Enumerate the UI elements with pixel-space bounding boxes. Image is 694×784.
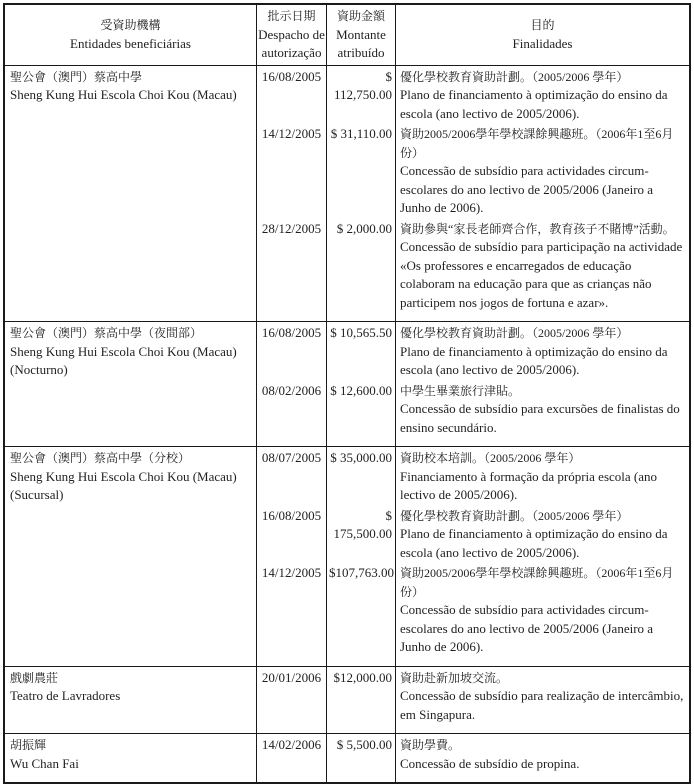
beneficiary-name-zh: 戲劇農莊: [10, 670, 59, 685]
purpose-pt: Plano de financiamento à optimização do ensino da escola (ano lectivo de 2005/2006).: [400, 87, 668, 121]
beneficiary-name-pt: Sheng Kung Hui Escola Choi Kou (Macau): [10, 343, 237, 359]
purpose-zh: 資助2005/2006學年學校課餘興趣班。（2006年1至6月份）: [400, 127, 674, 160]
purpose-zh: 資助校本培訓。（2005/2006 學年）: [400, 451, 581, 465]
purpose-pt: Concessão de subsídio de propina.: [400, 755, 580, 771]
authorization-date: 08/02/2006: [256, 380, 326, 447]
beneficiary-name-pt: Wu Chan Fai: [10, 755, 79, 771]
authorization-date: 16/08/2005: [256, 505, 326, 563]
beneficiary-name-zh: 聖公會（澳門）蔡高中學（夜間部）: [10, 326, 203, 340]
amount: $ 2,000.00: [326, 218, 395, 322]
beneficiary-cell: [5, 447, 256, 666]
header-purpose: [395, 5, 689, 65]
purpose-pt: Concessão de subsídio para actividades circum-escolares do ano lectivo de 2005/2006 (Janeiro a Junho de 2006).: [400, 602, 654, 654]
purpose-cell: [395, 734, 689, 782]
amount: $ 35,000.00: [326, 447, 395, 505]
purpose-zh: 資助赴新加坡交流。: [400, 670, 509, 685]
header-amount-pt-line2: atribuído: [337, 45, 385, 60]
header-date-zh: 批示日期: [267, 9, 316, 23]
header-amount: [326, 5, 395, 65]
purpose-pt: Concessão de subsídio para actividades circum-escolares do ano lectivo de 2005/2006 (Janeiro a Junho de 2006).: [400, 163, 654, 215]
authorization-date: 20/01/2006: [256, 667, 326, 734]
authorization-date: 08/07/2005: [256, 447, 326, 505]
authorization-date: 28/12/2005: [256, 218, 326, 322]
beneficiary-cell: [5, 322, 256, 446]
table-header-row: [5, 5, 689, 65]
purpose-cell: [395, 380, 689, 447]
purpose-zh: 資助參與“家長老師齊合作，教育孩子不賭博”活動。: [400, 221, 675, 236]
header-beneficiary: [5, 5, 256, 65]
header-purpose-pt: Finalidades: [512, 35, 573, 51]
table-row: [5, 321, 689, 446]
beneficiary-cell: [5, 734, 256, 782]
beneficiary-name-note: (Nocturno): [10, 362, 68, 377]
amount: $ 112,750.00: [326, 66, 395, 124]
beneficiary-name-zh: 聖公會（澳門）蔡高中學（分校）: [10, 451, 191, 465]
subsidies-table: [3, 3, 691, 784]
purpose-cell: [395, 447, 689, 505]
header-beneficiary-zh: 受資助機構: [100, 18, 161, 33]
purpose-pt: Concessão de subsídio para excursões de finalistas do ensino secundário.: [400, 401, 680, 435]
purpose-pt: Concessão de subsídio para realização de intercâmbio, em Singapura.: [400, 688, 684, 722]
beneficiary-cell: [5, 667, 256, 734]
amount: $ 5,500.00: [326, 734, 395, 782]
purpose-cell: [395, 562, 689, 666]
header-date: [256, 5, 326, 65]
beneficiary-name-pt: Teatro de Lavradores: [10, 688, 121, 703]
authorization-date: 14/12/2005: [256, 562, 326, 666]
amount: $ 175,500.00: [326, 505, 395, 563]
header-purpose-zh: 目的: [530, 18, 555, 33]
table-row: [5, 733, 689, 782]
purpose-pt: Financiamento à formação da própria escola (ano lectivo de 2005/2006).: [400, 468, 657, 502]
beneficiary-name-zh: 聖公會（澳門）蔡高中學: [10, 69, 143, 84]
purpose-cell: [395, 123, 689, 218]
amount: $107,763.00: [326, 562, 395, 666]
purpose-zh: 優化學校教育資助計劃。（2005/2006 學年）: [400, 508, 629, 523]
beneficiary-name-pt: Sheng Kung Hui Escola Choi Kou (Macau): [10, 87, 237, 102]
amount: $ 10,565.50: [326, 322, 395, 380]
authorization-date: 14/02/2006: [256, 734, 326, 782]
purpose-cell: [395, 667, 689, 734]
purpose-zh: 優化學校教育資助計劃。（2005/2006 學年）: [400, 69, 629, 84]
purpose-cell: [395, 218, 689, 322]
authorization-date: 14/12/2005: [256, 123, 326, 218]
beneficiary-cell: [5, 66, 256, 322]
header-date-pt-line2: autorização: [261, 45, 322, 60]
table-row: [5, 666, 689, 734]
table-row: [5, 446, 689, 666]
purpose-zh: 資助學費。: [400, 738, 461, 752]
purpose-zh: 優化學校教育資助計劃。（2005/2006 學年）: [400, 326, 629, 340]
amount: $ 31,110.00: [326, 123, 395, 218]
table-row: [5, 65, 689, 322]
purpose-pt: Concessão de subsídio para participação na actividade «Os professores e encarregados de educação colaboram na educação para que as crianças não participem nos jogos de fortuna e azar».: [400, 239, 683, 310]
purpose-zh: 資助2005/2006學年學校課餘興趣班。（2006年1至6月份）: [400, 566, 674, 599]
header-amount-zh: 資助金額: [336, 9, 385, 23]
beneficiary-name-pt: Sheng Kung Hui Escola Choi Kou (Macau): [10, 468, 237, 484]
purpose-zh: 中學生畢業旅行津貼。: [400, 383, 521, 398]
purpose-pt: Plano de financiamento à optimização do ensino da escola (ano lectivo de 2005/2006).: [400, 526, 668, 560]
authorization-date: 16/08/2005: [256, 322, 326, 380]
amount: $ 12,600.00: [326, 380, 395, 447]
authorization-date: 16/08/2005: [256, 66, 326, 124]
purpose-cell: [395, 505, 689, 563]
amount: $12,000.00: [326, 667, 395, 734]
header-amount-pt-line1: Montante: [336, 26, 386, 42]
beneficiary-name-zh: 胡振輝: [10, 738, 47, 752]
purpose-cell: [395, 66, 689, 124]
purpose-cell: [395, 322, 689, 380]
header-beneficiary-pt: Entidades beneficiárias: [70, 35, 191, 51]
header-date-pt-line1: Despacho de: [258, 26, 325, 42]
purpose-pt: Plano de financiamento à optimização do ensino da escola (ano lectivo de 2005/2006).: [400, 343, 668, 377]
beneficiary-name-note: (Sucursal): [10, 487, 64, 502]
